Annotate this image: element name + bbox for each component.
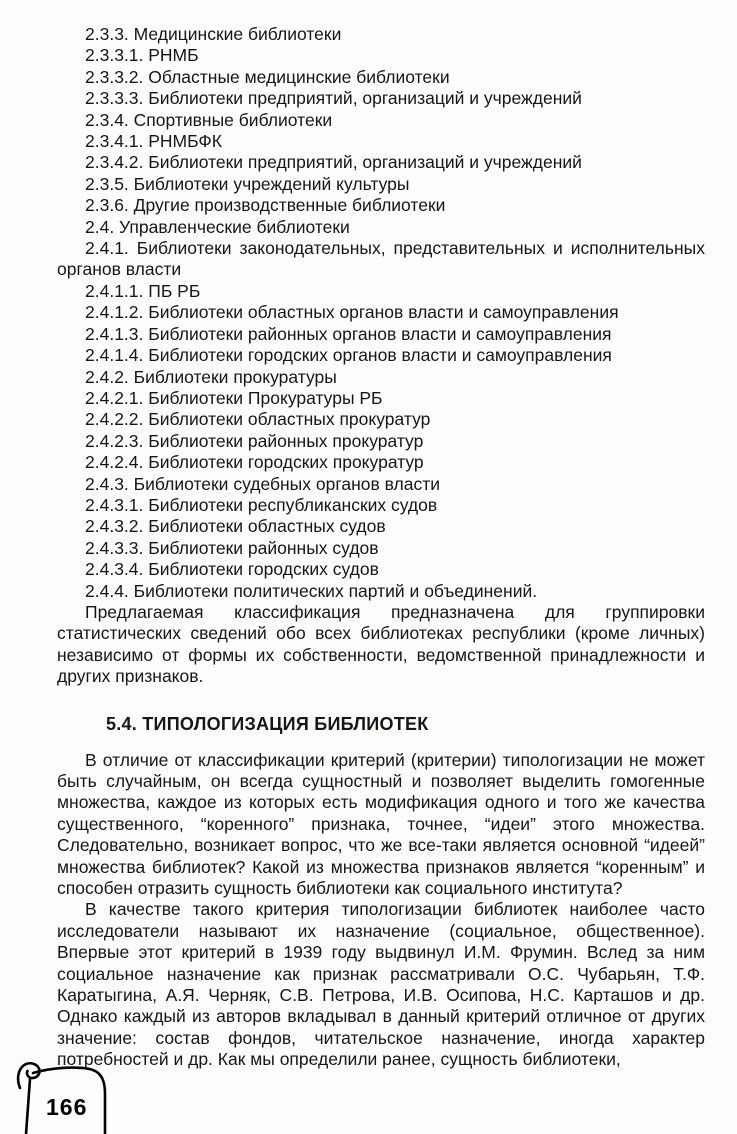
body-paragraph-1: В отличие от классификации критерий (критерии) типологизации не может быть случайным, он всегда сущностный и позволяет выделить гомогенные множества, каждое из которых есть модификация одного и того же качества существенного, “коренного” признака, точнее, “идеи” этого множества. Следовательно, возникает вопрос, что же все-таки является основной “идеей” множества библиотек? Какой из множества признаков является “коренным” и способен отразить сущность библиотеки как социального института? bbox=[57, 749, 705, 899]
toc-item: 2.3.5. Библиотеки учреждений культуры bbox=[85, 173, 410, 194]
toc-item: 2.4.1.2. Библиотеки областных органов власти и самоуправления bbox=[85, 302, 619, 323]
section-heading: 5.4. ТИПОЛОГИЗАЦИЯ БИБЛИОТЕК bbox=[106, 713, 429, 734]
toc-item: 2.4.2.4. Библиотеки городских прокуратур bbox=[85, 452, 424, 473]
toc-item: 2.4.2.3. Библиотеки районных прокуратур bbox=[85, 430, 424, 451]
toc-item: 2.3.3. Медицинские библиотеки bbox=[85, 24, 342, 44]
toc-item: 2.4.3.3. Библиотеки районных судов bbox=[85, 537, 379, 558]
toc-item: 2.3.4. Спортивные библиотеки bbox=[85, 109, 333, 130]
toc-item: 2.4.3.2. Библиотеки областных судов bbox=[85, 516, 386, 537]
toc-item: 2.4.1. Библиотеки законодательных, представительных и исполнительных органов власти bbox=[57, 238, 705, 280]
toc-item: 2.3.4.1. РНМБФК bbox=[85, 131, 222, 152]
toc-item: 2.4.2.2. Библиотеки областных прокуратур bbox=[85, 409, 431, 430]
toc-item: 2.3.3.3. Библиотеки предприятий, организаций и учреждений bbox=[85, 88, 582, 109]
toc-item: 2.4.4. Библиотеки политических партий и объединений. bbox=[85, 580, 538, 601]
classification-list bbox=[57, 24, 705, 602]
toc-item: 2.3.4.2. Библиотеки предприятий, организаций и учреждений bbox=[85, 152, 582, 173]
page-number: 166 bbox=[46, 1094, 88, 1120]
toc-item: 2.3.6. Другие производственные библиотеки bbox=[85, 195, 446, 216]
toc-item: 2.4.1.3. Библиотеки районных органов власти и самоуправления bbox=[85, 323, 612, 344]
toc-item: 2.4.1.4. Библиотеки городских органов власти и самоуправления bbox=[85, 345, 612, 366]
toc-item: 2.3.3.1. РНМБ bbox=[85, 45, 199, 66]
classification-note-paragraph: Предлагаемая классификация предназначена для группировки статистических сведений обо всех библиотеках республики (кроме личных) независимо от формы их собственности, ведомственной принадлежности и других признаков. bbox=[57, 601, 705, 687]
body-paragraph-2: В качестве такого критерия типологизации библиотек наиболее часто исследователи называют их назначение (социальное, общественное). Впервые этот критерий в 1939 году выдвинул И.М. Фрумин. Вслед за ним социальное назначение как признак рассматривали О.С. Чубарьян, Т.Ф. Каратыгина, А.Я. Черняк, С.В. Петрова, И.В. Осипова, Н.С. Карташов и др. Однако каждый из авторов вкладывал в данный критерий отличное от других значение: состав фондов, читательское назначение, иногда характер потребностей и др. Как мы определили ранее, сущность библиотеки, bbox=[57, 899, 705, 1070]
toc-item: 2.4.3.4. Библиотеки городских судов bbox=[85, 559, 379, 580]
toc-item: 2.3.3.2. Областные медицинские библиотеки bbox=[85, 66, 450, 87]
toc-item: 2.4.2.1. Библиотеки Прокуратуры РБ bbox=[85, 387, 383, 408]
toc-item: 2.4. Управленческие библиотеки bbox=[85, 216, 350, 237]
toc-item: 2.4.3.1. Библиотеки республиканских судов bbox=[85, 494, 438, 515]
toc-item: 2.4.1.1. ПБ РБ bbox=[85, 280, 201, 301]
page-number-tab bbox=[14, 1056, 120, 1134]
toc-item: 2.4.2. Библиотеки прокуратуры bbox=[85, 366, 337, 387]
page-content bbox=[57, 24, 705, 1071]
toc-item: 2.4.3. Библиотеки судебных органов власти bbox=[85, 473, 440, 494]
